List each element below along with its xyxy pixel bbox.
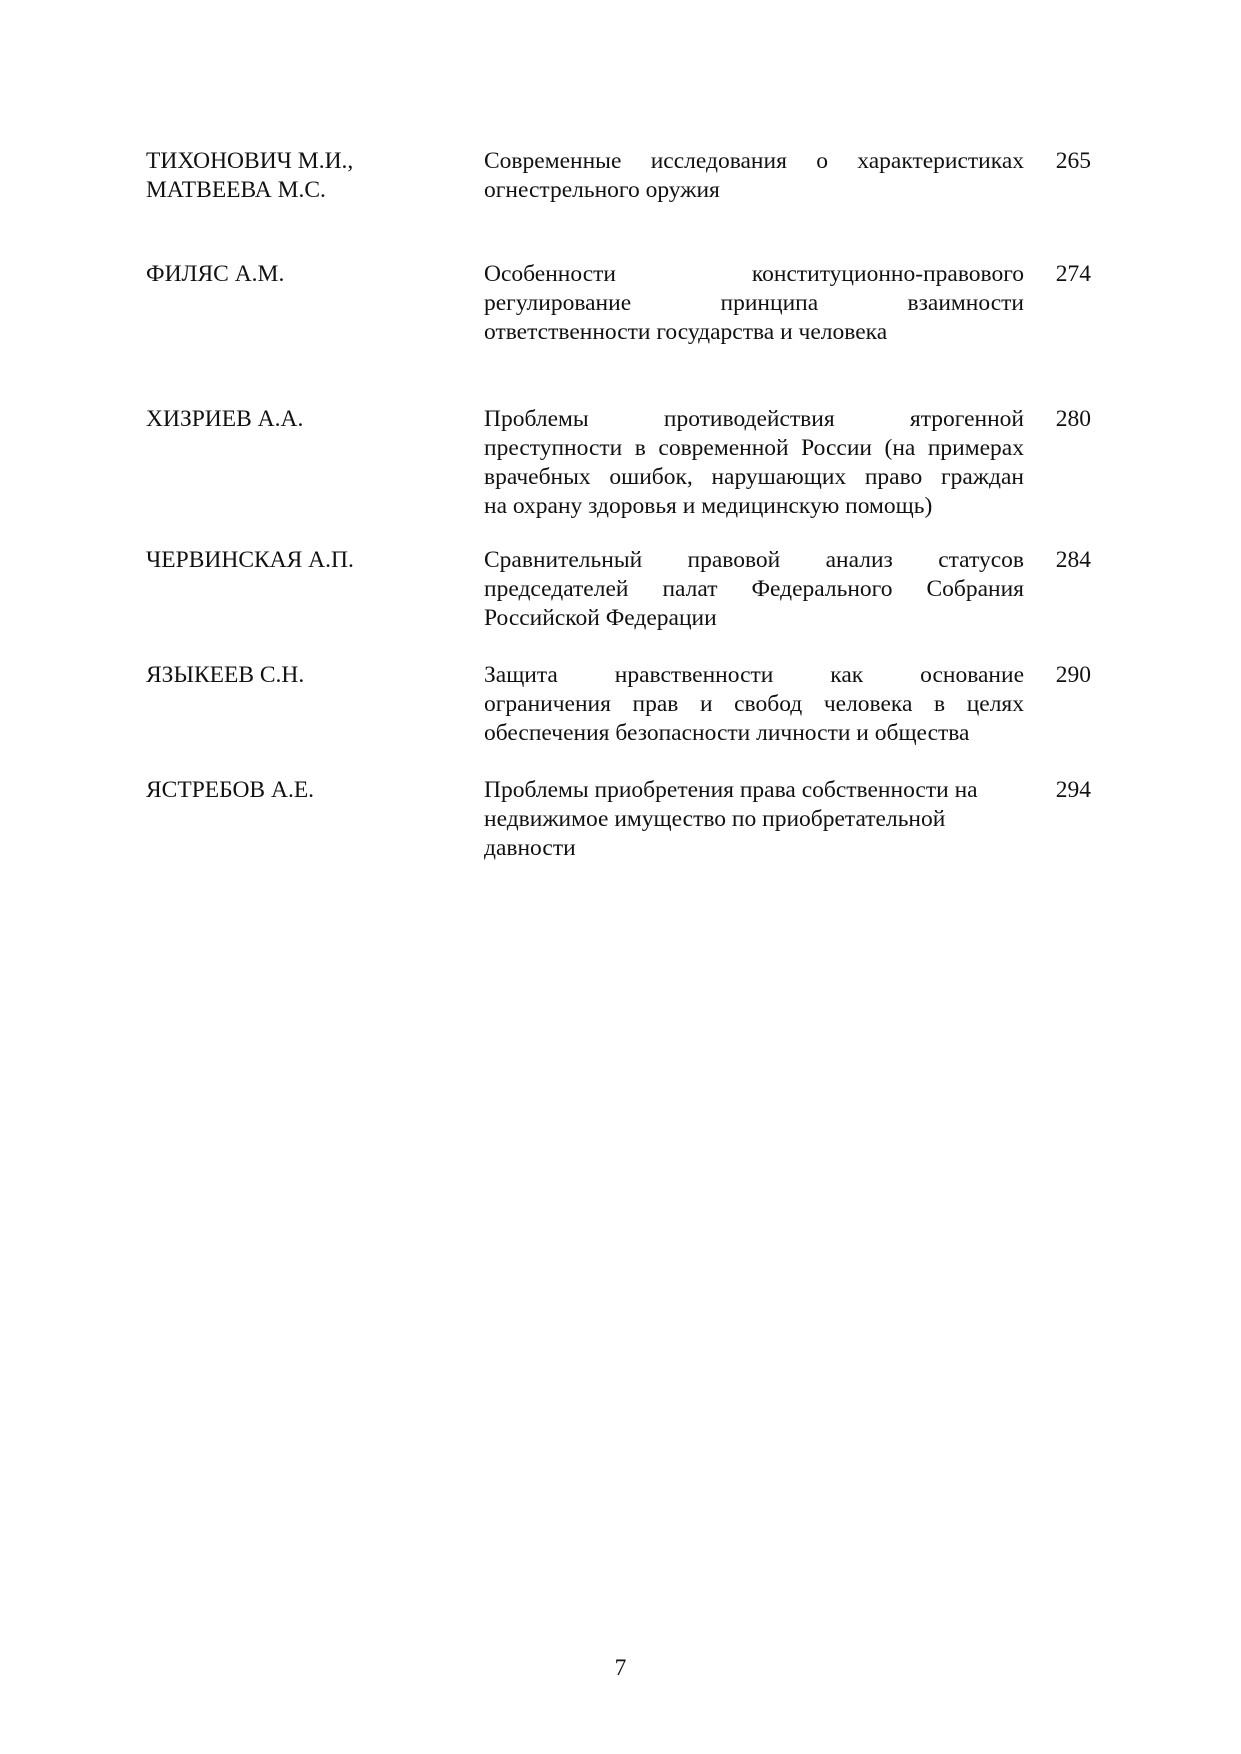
toc-title-line: ответственности государства и человека bbox=[484, 319, 888, 345]
toc-title bbox=[484, 661, 1024, 748]
toc-title-line: недвижимое имущество по приобретательной bbox=[484, 806, 946, 832]
toc-entry bbox=[146, 260, 1091, 350]
toc-title-line: на охрану здоровья и медицинскую помощь) bbox=[484, 493, 933, 519]
toc-title-line: преступности в современной России (на примерах bbox=[484, 435, 1024, 461]
toc-title-line: обеспечения безопасности личности и общества bbox=[484, 720, 970, 746]
toc-title-line: Проблемы противодействия ятрогенной bbox=[484, 406, 1024, 432]
toc-page-number: 274 bbox=[1055, 261, 1091, 287]
toc-entry bbox=[146, 405, 1091, 525]
toc-author: ЯСТРЕБОВ А.Е. bbox=[146, 777, 315, 803]
toc-author: ФИЛЯС А.М. bbox=[146, 261, 285, 287]
toc-author: ХИЗРИЕВ А.А. bbox=[146, 406, 304, 432]
toc-page-number: 265 bbox=[1055, 148, 1091, 174]
toc-title-line: Российской Федерации bbox=[484, 605, 717, 631]
toc-title-line: ограничения прав и свобод человека в целях bbox=[484, 691, 1024, 717]
toc-title-line: Сравнительный правовой анализ статусов bbox=[484, 547, 1024, 573]
toc-title-line: огнестрельного оружия bbox=[484, 177, 720, 203]
toc-title-line: председателей палат Федерального Собрания bbox=[484, 576, 1024, 602]
toc-title-line: Проблемы приобретения права собственности на bbox=[484, 777, 978, 803]
toc-title-line: Защита нравственности как основание bbox=[484, 662, 1024, 688]
toc-page-number: 280 bbox=[1055, 406, 1091, 432]
toc-page-number: 294 bbox=[1055, 777, 1091, 803]
toc-entry bbox=[146, 147, 1091, 207]
page-number-footer: 7 bbox=[614, 1655, 627, 1681]
toc-title-line: давности bbox=[484, 835, 576, 861]
toc-page-number: 284 bbox=[1055, 547, 1091, 573]
toc-entry bbox=[146, 776, 1091, 866]
toc-title-line: Особенности конституционно-правового bbox=[484, 261, 1024, 287]
toc-title bbox=[484, 405, 1024, 521]
toc-title bbox=[484, 260, 1024, 347]
toc-author: ТИХОНОВИЧ М.И., МАТВЕЕВА М.С. bbox=[146, 148, 354, 203]
toc-page-number: 290 bbox=[1055, 662, 1091, 688]
toc-title bbox=[484, 546, 1024, 633]
toc-entry bbox=[146, 661, 1091, 751]
toc-author: ЧЕРВИНСКАЯ А.П. bbox=[146, 547, 354, 573]
toc-author: ЯЗЫКЕЕВ С.Н. bbox=[146, 662, 305, 688]
toc-title bbox=[484, 776, 1024, 863]
toc-title-line: регулирование принципа взаимности bbox=[484, 290, 1024, 316]
toc-title bbox=[484, 147, 1024, 205]
toc-title-line: Современные исследования о характеристиках bbox=[484, 148, 1024, 174]
toc-entry bbox=[146, 546, 1091, 636]
toc-title-line: врачебных ошибок, нарушающих право граждан bbox=[484, 464, 1024, 490]
